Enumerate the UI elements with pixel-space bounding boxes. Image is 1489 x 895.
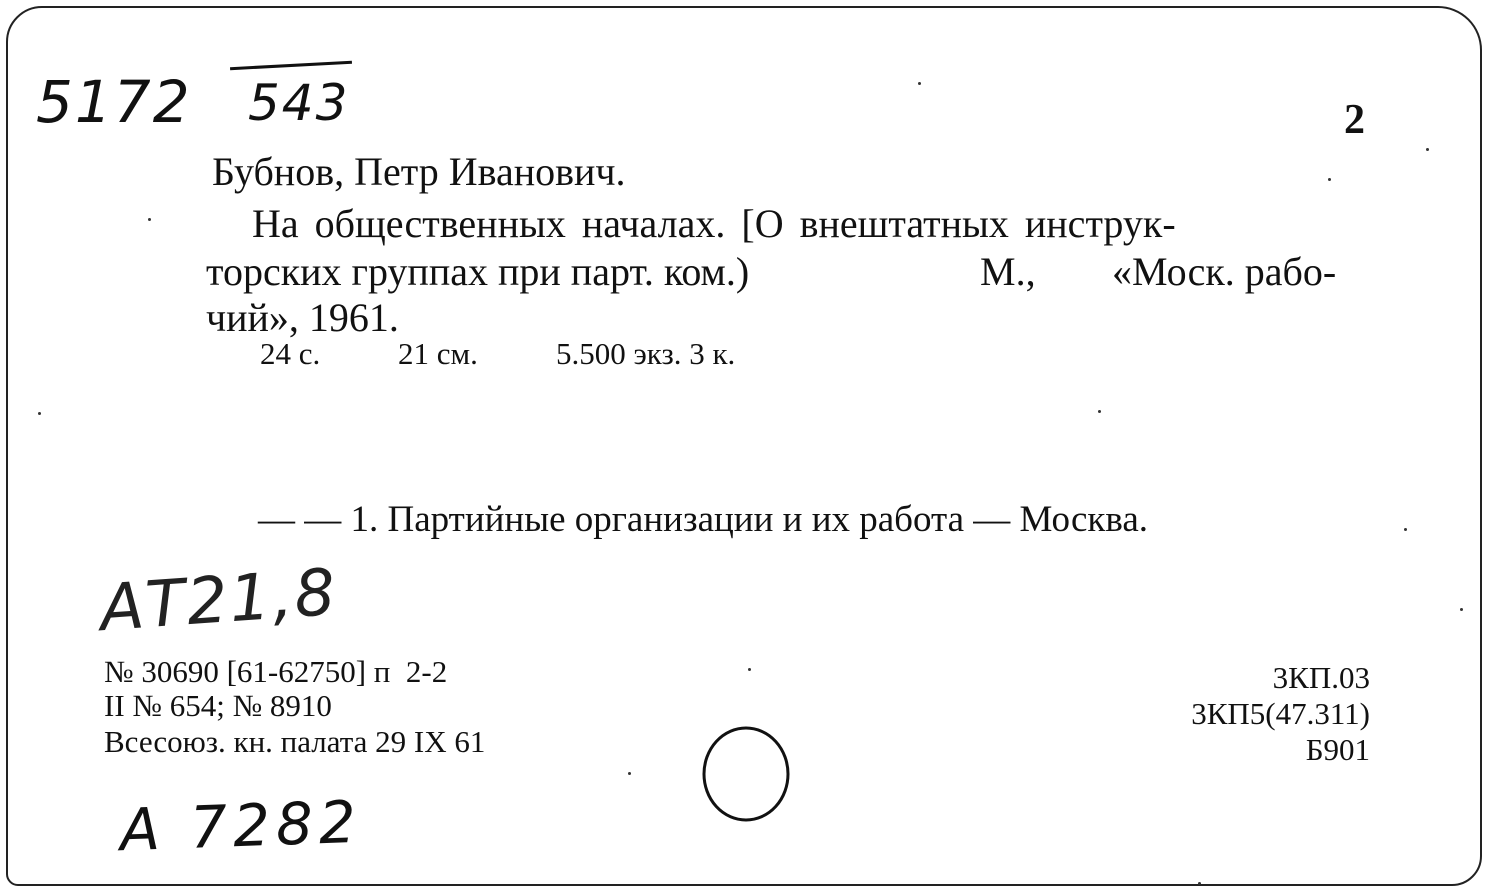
footer-left-line-2: II № 654; № 8910 bbox=[104, 688, 332, 723]
speck bbox=[1404, 528, 1407, 531]
footer-left-line-3: Всесоюз. кн. палата 29 IX 61 bbox=[104, 724, 486, 759]
speck bbox=[1198, 882, 1201, 885]
title-line-1: На общественных началах. [О внештатных инструк- bbox=[252, 201, 1176, 246]
handwritten-call-number bbox=[36, 68, 192, 136]
speck bbox=[1098, 410, 1101, 413]
speck bbox=[748, 668, 751, 671]
speck bbox=[1426, 148, 1429, 151]
handwritten-accession: А 7282 bbox=[118, 787, 363, 865]
handwritten-call-number-right bbox=[248, 74, 349, 132]
footer-left-line-1: № 30690 [61-62750] п 2-2 bbox=[104, 654, 448, 689]
title-line-3: чий», 1961. bbox=[206, 295, 399, 340]
classification-line-3: Б901 bbox=[1305, 732, 1370, 767]
title-line-2a: торских группах при парт. ком.) bbox=[206, 249, 750, 294]
collation-size: 21 см. bbox=[398, 336, 478, 371]
call-number-left: 5172 bbox=[36, 68, 192, 136]
author-heading: Бубнов, Петр Иванович. bbox=[212, 149, 626, 194]
speck bbox=[918, 82, 921, 85]
collation-pages: 24 с. bbox=[260, 336, 321, 371]
speck bbox=[1460, 608, 1463, 611]
speck bbox=[38, 412, 41, 415]
title-line-2c: «Моск. рабо- bbox=[1112, 249, 1337, 294]
speck bbox=[1328, 178, 1331, 181]
handwritten-shelf-mark: АТ21,8 bbox=[97, 555, 340, 647]
subject-tracing: — — 1. Партийные организации и их работа — Москва. bbox=[258, 499, 1149, 540]
call-number-right: 543 bbox=[248, 74, 350, 132]
call-number-overline bbox=[230, 61, 352, 70]
speck bbox=[628, 772, 631, 775]
card-number: 2 bbox=[1344, 97, 1365, 143]
classification-line-1: 3КП.03 bbox=[1272, 660, 1370, 695]
card-punch-hole bbox=[698, 720, 798, 830]
classification-line-2: 3КП5(47.311) bbox=[1191, 696, 1370, 731]
title-line-2b: М., bbox=[980, 249, 1036, 294]
speck bbox=[148, 218, 151, 221]
catalog-card bbox=[6, 6, 1482, 886]
collation-copies-price: 5.500 экз. 3 к. bbox=[556, 336, 736, 371]
